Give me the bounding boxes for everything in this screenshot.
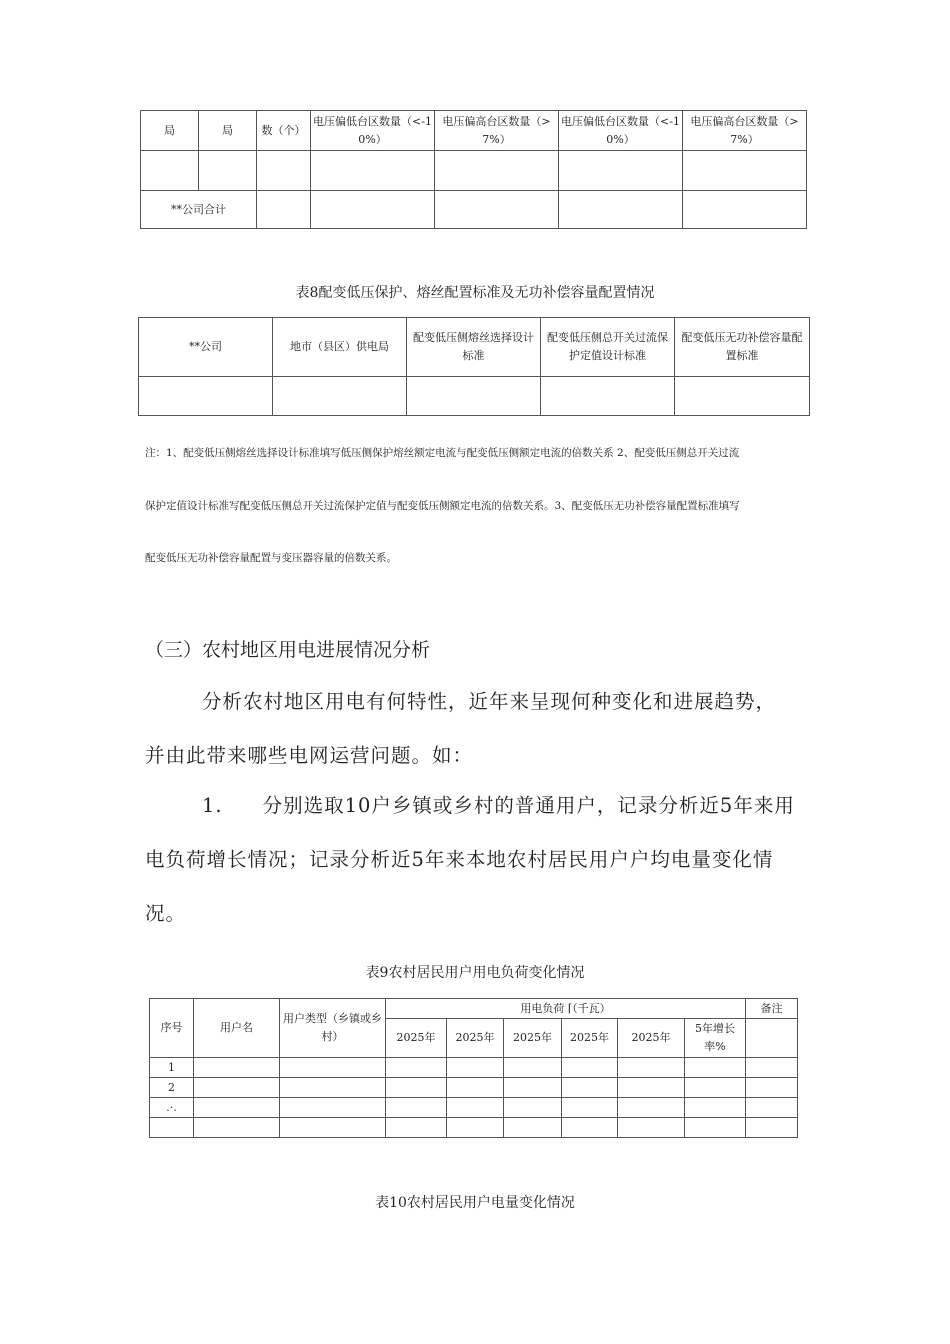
total-label: **公司合计 bbox=[141, 191, 257, 229]
header-cell: 电压偏低台区数量（<-10%） bbox=[311, 111, 435, 151]
empty-cell bbox=[139, 377, 273, 416]
header-cell: 配变低压侧熔丝选择设计标准 bbox=[407, 318, 541, 377]
year-cell: 2025年 bbox=[504, 1019, 562, 1058]
note-line: 保护定值设计标准写配变低压侧总开关过流保护定值与配变低压侧额定电流的倍数关系。3、配变低压无功补偿容量配置标准填写 bbox=[145, 500, 740, 512]
table-row bbox=[150, 1058, 798, 1078]
header-cell: 5年增长率% bbox=[685, 1019, 746, 1058]
header-cell: 用户类型（乡镇或乡村） bbox=[280, 999, 386, 1058]
empty-cell bbox=[541, 377, 675, 416]
header-cell: 电压偏高台区数量（>7%） bbox=[683, 111, 807, 151]
header-cell: 局 bbox=[141, 111, 199, 151]
section-heading: （三）农村地区用电进展情况分析 bbox=[145, 639, 431, 661]
empty-cell bbox=[683, 191, 807, 229]
header-cell: 电压偏高台区数量（>7%） bbox=[435, 111, 559, 151]
empty-cell bbox=[257, 191, 311, 229]
header-cell: 序号 bbox=[150, 999, 194, 1058]
table9-caption: 表9农村居民用户用电负荷变化情况 bbox=[365, 965, 585, 981]
header-cell: 局 bbox=[199, 111, 257, 151]
header-cell: 数（个） bbox=[257, 111, 311, 151]
table-row bbox=[150, 1078, 798, 1098]
empty-cell bbox=[435, 191, 559, 229]
voltage-deviation-table bbox=[140, 110, 807, 229]
year-cell: 2025年 bbox=[562, 1019, 618, 1058]
empty-cell bbox=[311, 151, 435, 191]
row-number bbox=[150, 1118, 194, 1138]
empty-cell bbox=[683, 151, 807, 191]
year-cell: 2025年 bbox=[618, 1019, 685, 1058]
row-number: 1 bbox=[150, 1058, 194, 1078]
para-line: 况。 bbox=[145, 902, 187, 925]
empty-cell bbox=[435, 151, 559, 191]
item-number: 1. bbox=[202, 794, 223, 817]
empty-cell bbox=[273, 377, 407, 416]
table8-caption: 表8配变低压保护、熔丝配置标准及无功补偿容量配置情况 bbox=[295, 285, 655, 301]
header-cell: **公司 bbox=[139, 318, 273, 377]
header-cell: 电压偏低台区数量（<-10%） bbox=[559, 111, 683, 151]
year-cell: 2025年 bbox=[447, 1019, 504, 1058]
empty-cell bbox=[675, 377, 810, 416]
header-cell: 用电负荷 ⌈（千瓦） bbox=[386, 999, 746, 1019]
empty-cell bbox=[407, 377, 541, 416]
table-row bbox=[150, 1098, 798, 1118]
table-row bbox=[150, 1118, 798, 1138]
year-cell: 2025年 bbox=[386, 1019, 447, 1058]
header-cell: 配变低压侧总开关过流保护定值设计标准 bbox=[541, 318, 675, 377]
header-cell: 备注 bbox=[746, 999, 798, 1019]
note-line: 注：1、配变低压侧熔丝选择设计标准填写低压侧保护熔丝额定电流与配变低压侧额定电流的倍数关系 2、配变低压侧总开关过流 bbox=[145, 447, 740, 459]
para-line: 分别选取10户乡镇或乡村的普通用户，记录分析近5年来用 bbox=[262, 794, 795, 817]
table9 bbox=[149, 998, 798, 1138]
empty-cell bbox=[257, 151, 311, 191]
empty-cell bbox=[746, 1019, 798, 1058]
empty-cell bbox=[199, 151, 257, 191]
empty-cell bbox=[559, 191, 683, 229]
table10-caption: 表10农村居民用户电量变化情况 bbox=[375, 1195, 575, 1211]
para-line: 分析农村地区用电有何特性，近年来呈现何种变化和进展趋势， bbox=[202, 690, 777, 713]
table8 bbox=[138, 317, 810, 416]
row-number: .·. bbox=[150, 1098, 194, 1118]
empty-cell bbox=[141, 151, 199, 191]
header-cell: 地市（县区）供电局 bbox=[273, 318, 407, 377]
row-number: 2 bbox=[150, 1078, 194, 1098]
note-line: 配变低压无功补偿容量配置与变压器容量的倍数关系。 bbox=[145, 552, 397, 564]
empty-cell bbox=[311, 191, 435, 229]
list-item bbox=[145, 779, 810, 941]
paragraph bbox=[145, 675, 810, 783]
para-line: 并由此带来哪些电网运营问题。如： bbox=[145, 744, 474, 767]
header-cell: 配变低压无功补偿容量配置标准 bbox=[675, 318, 810, 377]
header-cell: 用户名 bbox=[194, 999, 280, 1058]
empty-cell bbox=[559, 151, 683, 191]
para-line: 电负荷增长情况；记录分析近5年来本地农村居民用户户均电量变化情 bbox=[145, 848, 774, 871]
